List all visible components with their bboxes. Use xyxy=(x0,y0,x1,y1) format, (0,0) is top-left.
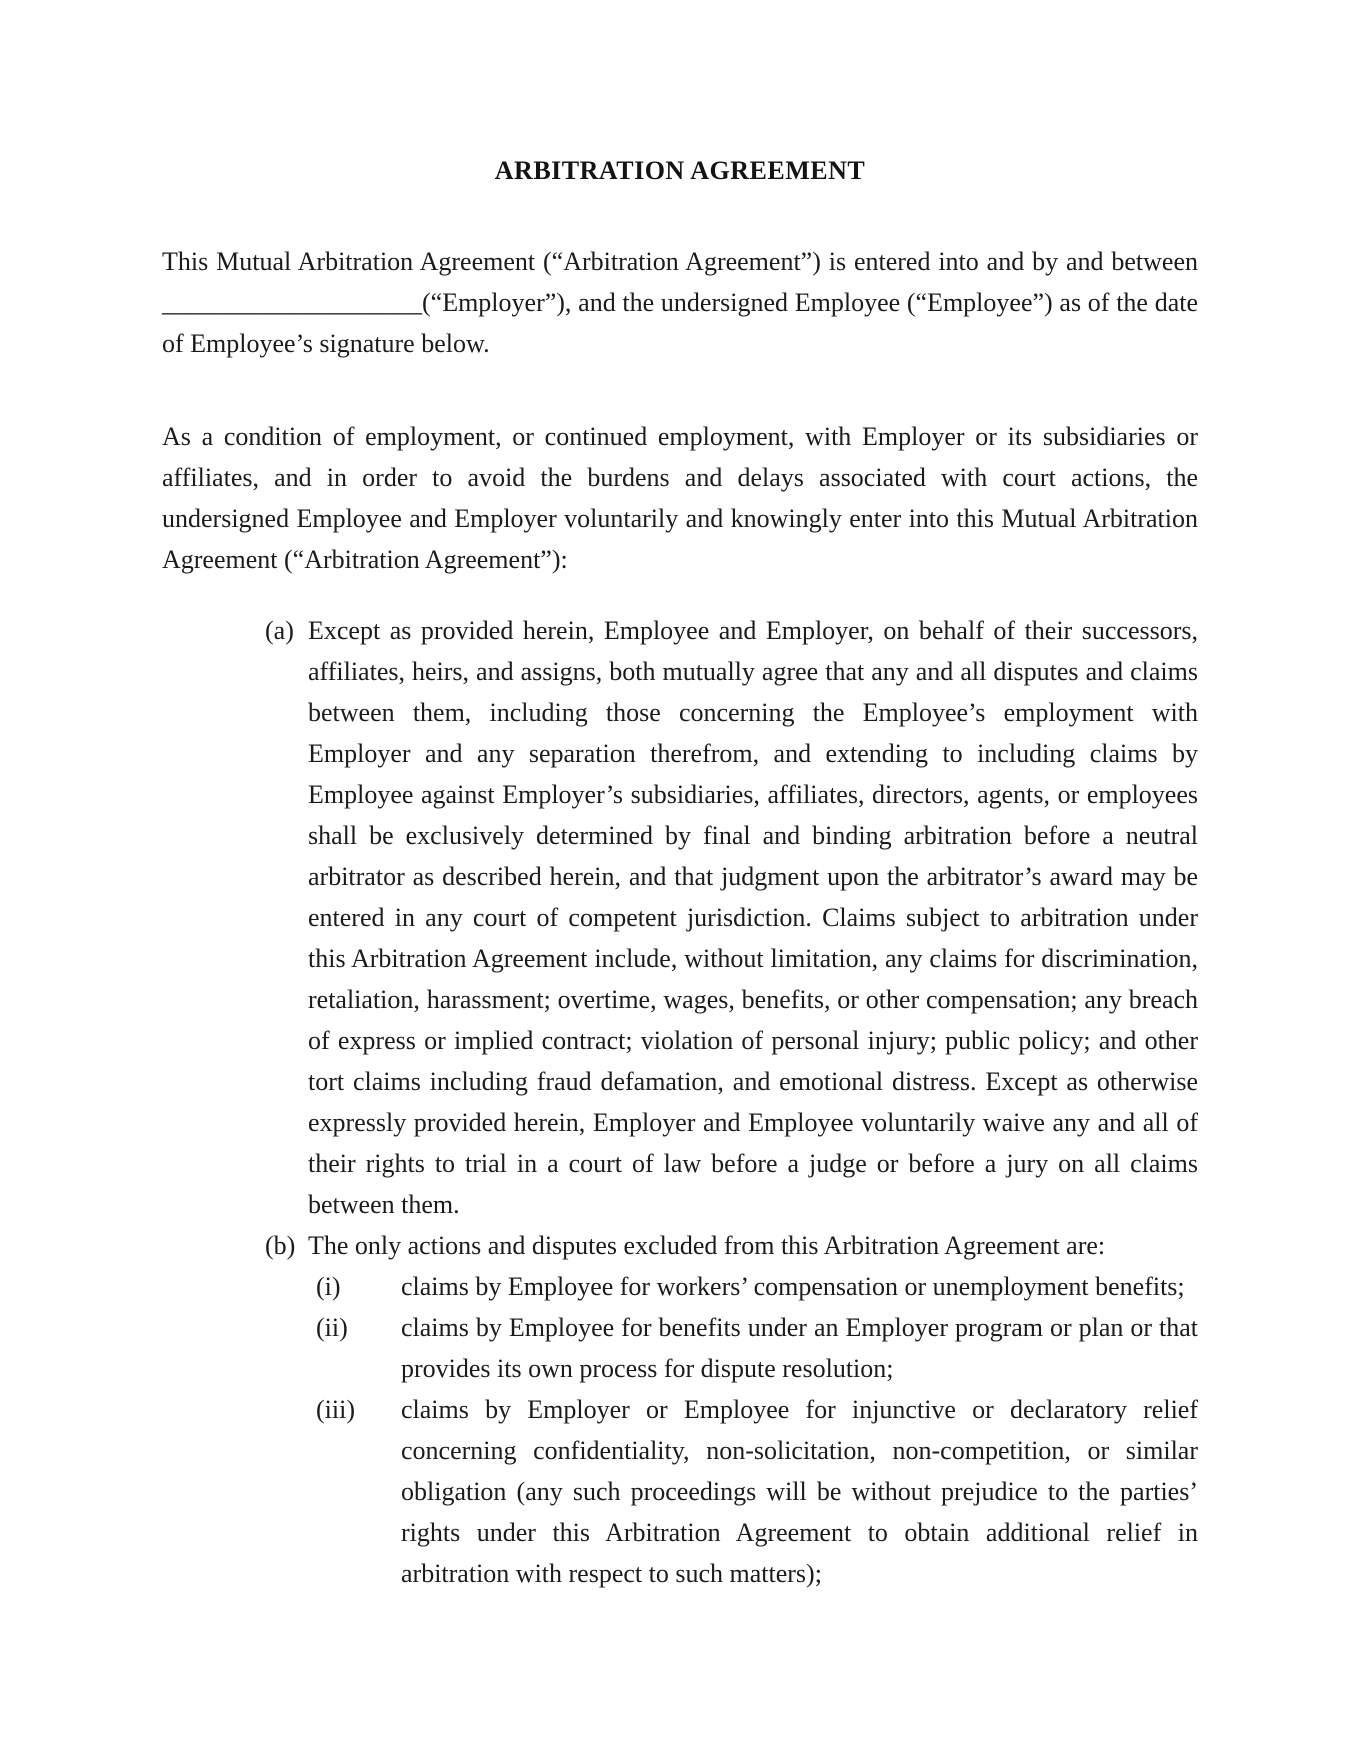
list-marker-i: (i) xyxy=(316,1272,341,1301)
list-marker-b: (b) xyxy=(265,1231,296,1260)
list-marker-ii: (ii) xyxy=(316,1313,348,1342)
list-marker-iii: (iii) xyxy=(316,1395,355,1424)
list-subitem-ii xyxy=(162,1307,1198,1389)
intro-paragraph: This Mutual Arbitration Agreement (“Arbitration Agreement”) is entered into and by and between ____________________(“Employer”), and the undersigned Employee (“Employee”) as of the date of Employee’s signature below. xyxy=(162,247,1198,358)
list-subitem-i-text: claims by Employee for workers’ compensation or unemployment benefits; xyxy=(401,1272,1185,1301)
list-subitem-iii-text: claims by Employer or Employee for injunctive or declaratory relief concerning confidentiality, non-solicitation, non-competition, or similar obligation (any such proceedings will be without prejudice to the parties’ rights under this Arbitration Agreement to obtain additional relief in arbitration with respect to such matters); xyxy=(401,1395,1198,1588)
clause-list xyxy=(162,610,1198,1594)
list-subitem-iii xyxy=(162,1389,1198,1594)
list-marker-a: (a) xyxy=(265,616,294,645)
document-title: ARBITRATION AGREEMENT xyxy=(494,156,866,185)
list-subitem-i xyxy=(162,1266,1198,1307)
list-item-b xyxy=(162,1225,1198,1266)
list-item-a-text: Except as provided herein, Employee and Employer, on behalf of their successors, affiliates, heirs, and assigns, both mutually agree that any and all disputes and claims between them, including those concerning the Employee’s employment with Employer and any separation therefrom, and extending to including claims by Employee against Employer’s subsidiaries, affiliates, directors, agents, or employees shall be exclusively determined by final and binding arbitration before a neutral arbitrator as described herein, and that judgment upon the arbitrator’s award may be entered in any court of competent jurisdiction. Claims subject to arbitration under this Arbitration Agreement include, without limitation, any claims for discrimination, retaliation, harassment; overtime, wages, benefits, or other compensation; any breach of express or implied contract; violation of personal injury; public policy; and other tort claims including fraud defamation, and emotional distress. Except as otherwise expressly provided herein, Employer and Employee voluntarily waive any and all of their rights to trial in a court of law before a judge or before a jury on all claims between them. xyxy=(308,616,1198,1219)
list-item-a xyxy=(162,610,1198,1225)
condition-paragraph: As a condition of employment, or continued employment, with Employer or its subsidiaries or affiliates, and in order to avoid the burdens and delays associated with court actions, the undersigned Employee and Employer voluntarily and knowingly enter into this Mutual Arbitration Agreement (“Arbitration Agreement”): xyxy=(162,422,1198,574)
list-item-b-text: The only actions and disputes excluded from this Arbitration Agreement are: xyxy=(308,1231,1106,1260)
list-subitem-ii-text: claims by Employee for benefits under an Employer program or plan or that provides its own process for dispute resolution; xyxy=(401,1313,1198,1383)
